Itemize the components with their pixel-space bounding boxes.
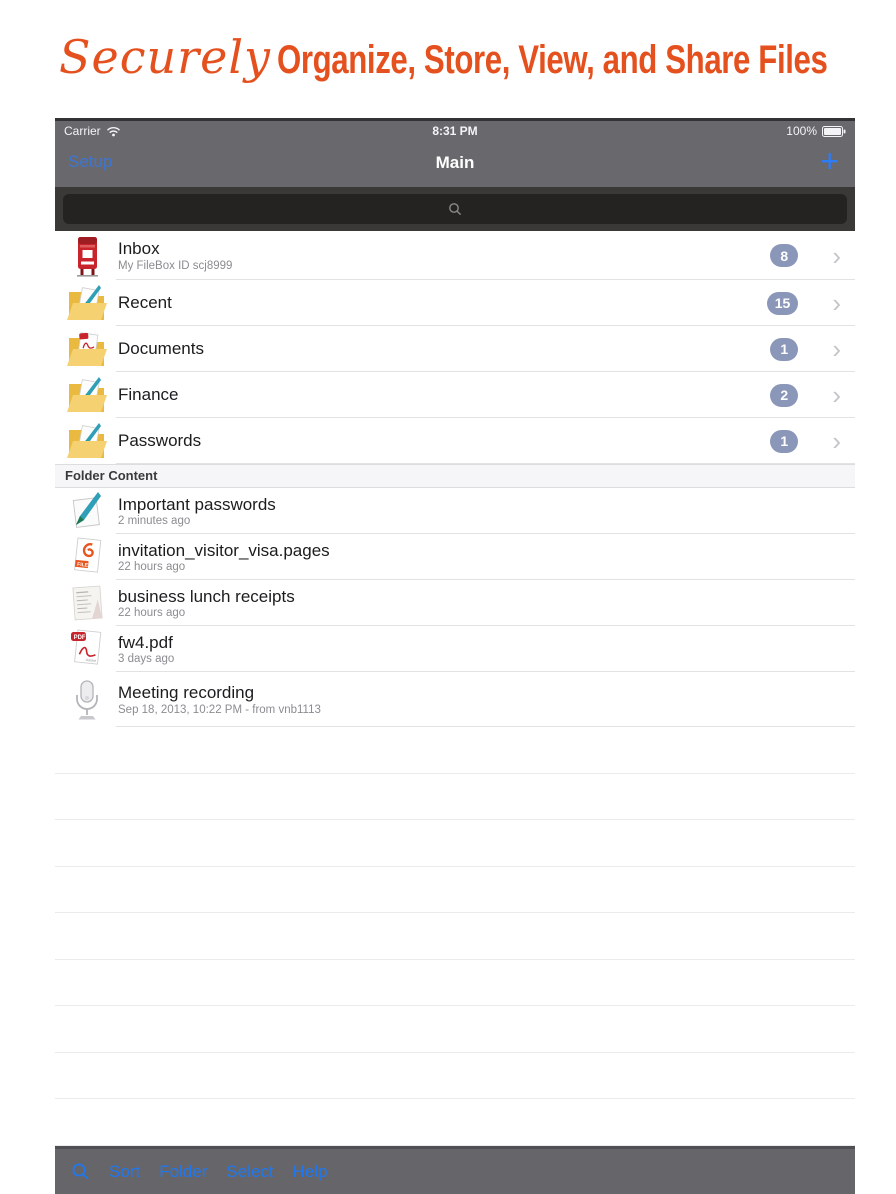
app-screenshot bbox=[55, 118, 855, 1194]
empty-list-row bbox=[55, 1099, 855, 1146]
empty-list-row bbox=[55, 867, 855, 914]
empty-list-row bbox=[55, 1053, 855, 1100]
carrier-label: Carrier bbox=[64, 124, 101, 138]
folder-row-finance[interactable] bbox=[55, 372, 855, 418]
count-badge: 2 bbox=[770, 384, 798, 407]
filebox-id-label: My FileBox ID scj8999 bbox=[118, 259, 233, 272]
chevron-right-icon: › bbox=[832, 334, 841, 364]
file-meta: Sep 18, 2013, 10:22 PM - from vnb1113 bbox=[118, 703, 321, 716]
empty-list-row bbox=[55, 774, 855, 821]
empty-list-area bbox=[55, 727, 855, 1146]
file-name: Meeting recording bbox=[118, 683, 255, 703]
headline-script-word: Securely bbox=[59, 30, 272, 84]
toolbar-help-button[interactable]: Help bbox=[292, 1161, 328, 1181]
file-row[interactable] bbox=[55, 534, 855, 580]
magnifier-icon bbox=[448, 202, 462, 216]
chevron-right-icon: › bbox=[832, 426, 841, 456]
folder-list bbox=[55, 231, 855, 464]
folder-documents-icon bbox=[66, 328, 108, 370]
folder-note-pen-icon bbox=[66, 282, 108, 324]
file-row[interactable] bbox=[55, 580, 855, 626]
file-meta: 3 days ago bbox=[118, 653, 175, 666]
folder-row-inbox[interactable] bbox=[55, 231, 855, 280]
status-bar bbox=[55, 121, 855, 141]
count-badge: 15 bbox=[767, 292, 799, 315]
pages-document-icon bbox=[67, 536, 107, 578]
headline-bold-text: Organize, Store, View, and Share Files bbox=[277, 38, 828, 82]
folder-name: Passwords bbox=[118, 431, 202, 451]
count-badge: 1 bbox=[770, 430, 798, 453]
section-header-folder-content: Folder Content bbox=[55, 464, 855, 488]
search-bar-container bbox=[55, 187, 855, 231]
empty-list-row bbox=[55, 727, 855, 774]
empty-list-row bbox=[55, 1006, 855, 1053]
toolbar-select-button[interactable]: Select bbox=[226, 1161, 274, 1181]
page-title: Main bbox=[435, 153, 475, 172]
status-time: 8:31 PM bbox=[432, 124, 478, 138]
file-list bbox=[55, 488, 855, 727]
count-badge: 1 bbox=[770, 338, 798, 361]
count-badge: 8 bbox=[770, 244, 798, 267]
file-row[interactable] bbox=[55, 626, 855, 672]
pdf-document-icon bbox=[67, 628, 107, 670]
add-button[interactable]: + bbox=[820, 143, 839, 179]
folder-name: Documents bbox=[118, 339, 204, 359]
setup-button[interactable]: Setup bbox=[68, 152, 113, 171]
file-name: business lunch receipts bbox=[118, 586, 295, 606]
folder-name: Recent bbox=[118, 293, 172, 313]
file-meta: 22 hours ago bbox=[118, 607, 186, 620]
folder-name: Inbox bbox=[118, 239, 160, 259]
chevron-right-icon: › bbox=[832, 240, 841, 271]
bottom-toolbar bbox=[55, 1146, 855, 1194]
file-name: Important passwords bbox=[118, 494, 276, 514]
search-icon bbox=[71, 1162, 90, 1181]
search-input[interactable] bbox=[63, 194, 847, 224]
microphone-icon bbox=[69, 677, 105, 723]
note-pen-icon bbox=[67, 490, 107, 532]
toolbar-sort-button[interactable]: Sort bbox=[109, 1161, 141, 1181]
file-meta: 22 hours ago bbox=[118, 561, 186, 574]
mailbox-icon bbox=[68, 234, 106, 278]
folder-note-pen-icon bbox=[66, 374, 108, 416]
file-row[interactable] bbox=[55, 488, 855, 534]
file-name: invitation_visitor_visa.pages bbox=[118, 540, 330, 560]
file-meta: 2 minutes ago bbox=[118, 515, 191, 528]
empty-list-row bbox=[55, 960, 855, 1007]
toolbar-search-button[interactable] bbox=[71, 1162, 90, 1181]
folder-note-pen-icon bbox=[66, 420, 108, 462]
svg-text:PDF: PDF bbox=[73, 634, 86, 641]
folder-name: Finance bbox=[118, 385, 179, 405]
receipts-photo-icon bbox=[67, 582, 107, 624]
navigation-bar bbox=[55, 141, 855, 187]
chevron-right-icon: › bbox=[832, 288, 841, 318]
svg-text:FILE: FILE bbox=[76, 561, 89, 569]
folder-row-recent[interactable] bbox=[55, 280, 855, 326]
file-row[interactable] bbox=[55, 672, 855, 727]
empty-list-row bbox=[55, 913, 855, 960]
battery-percent-label: 100% bbox=[786, 124, 817, 138]
svg-text:Adobe: Adobe bbox=[85, 657, 97, 664]
toolbar-folder-button[interactable]: Folder bbox=[159, 1161, 208, 1181]
folder-row-documents[interactable] bbox=[55, 326, 855, 372]
folder-row-passwords[interactable] bbox=[55, 418, 855, 464]
page-headline bbox=[59, 30, 896, 84]
file-name: fw4.pdf bbox=[118, 632, 173, 652]
chevron-right-icon: › bbox=[832, 380, 841, 410]
empty-list-row bbox=[55, 820, 855, 867]
